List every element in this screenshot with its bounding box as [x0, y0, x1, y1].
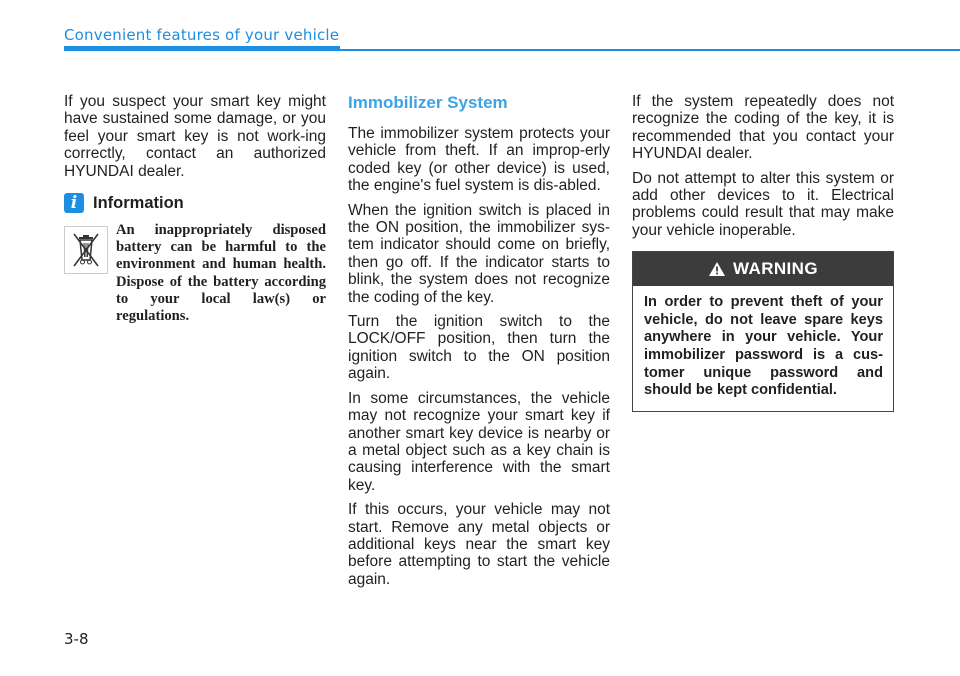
header-rule-thick: [64, 46, 340, 51]
alteration-paragraph: Do not attempt to alter this system or add other devices to it. Electrical problems could result that may make your vehicle inoperable.: [632, 169, 894, 239]
information-body: [64, 222, 326, 325]
immobilizer-heading: Immobilizer System: [348, 93, 508, 112]
warning-box: [632, 251, 894, 412]
information-title: Information: [93, 193, 184, 212]
page-number: 3-8: [64, 630, 89, 648]
warning-text: In order to prevent theft of your vehicle, do not leave spare keys anywhere in your vehicle. Your immobilizer password is a cus-tomer unique password and should be kept confidential.: [644, 294, 883, 399]
column-left: [64, 93, 326, 325]
immobilizer-paragraph: The immobilizer system protects your vehicle from theft. If an improp-erly coded key (or other device) is used, the engine's fuel system is dis-abled.: [348, 125, 610, 195]
warning-header: [633, 252, 893, 286]
crossed-out-bin-icon: [64, 226, 108, 274]
immobilizer-paragraph: In some circumstances, the vehicle may not recognize your smart key if another smart key device is nearby or a metal object such as a key chain is causing interference with the smart key.: [348, 389, 610, 494]
intro-paragraph: If you suspect your smart key might have sustained some damage, or you feel your smart key is not work-ing correctly, contact an authorized HYUNDAI dealer.: [64, 93, 326, 180]
warning-triangle-icon: [708, 261, 726, 277]
immobilizer-paragraph: If this occurs, your vehicle may not start. Remove any metal objects or additional keys near the smart key before attempting to start the vehicle again.: [348, 501, 610, 588]
information-icon: i: [64, 193, 84, 213]
recognition-paragraph: If the system repeatedly does not recognize the coding of the key, it is recommended that you contact your HYUNDAI dealer.: [632, 93, 894, 163]
warning-title: WARNING: [733, 259, 818, 279]
column-right: [632, 93, 894, 412]
section-title: Convenient features of your vehicle: [64, 26, 340, 44]
information-header: [64, 193, 326, 213]
immobilizer-paragraph: Turn the ignition switch to the LOCK/OFF position, then turn the ignition switch to the ON position again.: [348, 313, 610, 383]
information-text: An inappropriately disposed battery can be harmful to the environment and human health. Dispose of the battery according to your local law(s) or regulations.: [116, 222, 326, 325]
immobilizer-paragraph: When the ignition switch is placed in the ON position, the immobilizer sys-tem indicator should come on briefly, then go off. If the indicator starts to blink, the system does not recognize the coding of the key.: [348, 201, 610, 306]
column-middle: [348, 93, 610, 595]
header-rule-thin: [340, 49, 960, 51]
